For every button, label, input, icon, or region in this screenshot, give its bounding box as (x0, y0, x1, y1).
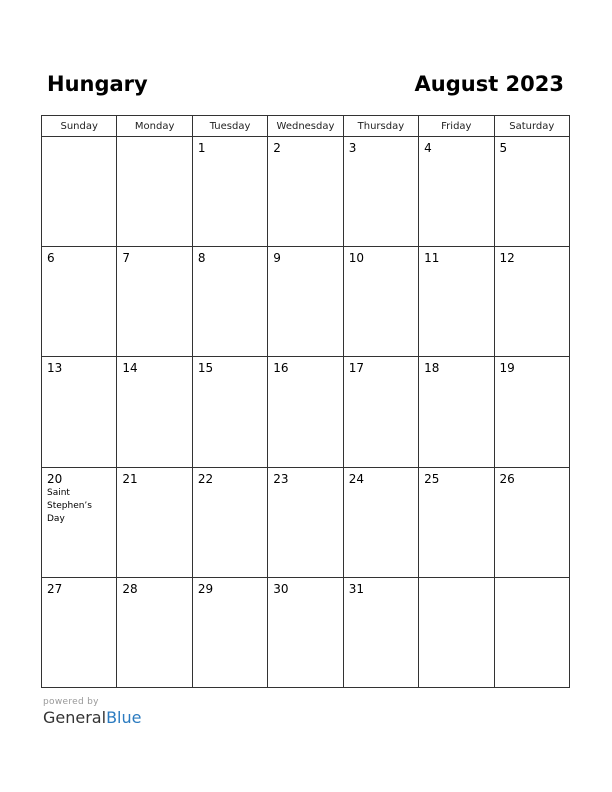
day-cell (343, 357, 418, 467)
day-cell (268, 577, 343, 687)
day-number: 8 (197, 251, 206, 266)
generalblue-logo (43, 708, 141, 728)
week-row (42, 577, 570, 687)
weekday-header-tuesday: Tuesday (192, 116, 267, 137)
weekday-header-wednesday: Wednesday (268, 116, 343, 137)
day-number: 22 (197, 471, 214, 486)
country-title: Hungary (47, 72, 148, 96)
day-cell (268, 467, 343, 577)
day-number: 13 (47, 361, 63, 376)
day-number: 24 (348, 471, 364, 486)
day-number: 15 (197, 361, 214, 376)
day-cell (42, 357, 117, 467)
day-number: 5 (499, 141, 508, 155)
day-number: 21 (122, 471, 138, 486)
day-cell (494, 467, 569, 577)
month-year-title: August 2023 (414, 72, 564, 96)
day-cell (343, 577, 418, 687)
calendar-grid (41, 115, 570, 688)
week-row (42, 137, 570, 247)
day-cell (268, 247, 343, 357)
day-cell (42, 467, 117, 577)
day-cell (192, 357, 267, 467)
day-cell (343, 467, 418, 577)
weekday-header-friday: Friday (419, 116, 494, 137)
day-cell (494, 137, 569, 247)
day-number: 29 (197, 581, 214, 596)
week-row (42, 247, 570, 357)
weekday-header-monday: Monday (117, 116, 192, 137)
weekday-header-sunday: Sunday (42, 116, 117, 137)
day-cell (268, 357, 343, 467)
weekday-header-saturday: Saturday (494, 116, 569, 137)
day-number: 31 (348, 581, 364, 596)
day-number: 26 (499, 471, 515, 486)
day-number: 27 (47, 581, 63, 596)
day-number: 14 (122, 361, 138, 376)
day-number: 25 (424, 471, 440, 486)
day-cell (42, 577, 117, 687)
day-number: 1 (197, 141, 206, 155)
day-cell (117, 577, 192, 687)
powered-by-text: powered by (43, 697, 99, 707)
holiday-label: Saint Stephen’s Day (47, 487, 92, 524)
day-cell (192, 577, 267, 687)
day-cell (117, 467, 192, 577)
day-cell (192, 247, 267, 357)
weekday-header-row (42, 116, 570, 137)
day-number: 28 (122, 581, 138, 596)
day-number: 19 (499, 361, 515, 376)
day-cell (494, 247, 569, 357)
day-cell (42, 137, 117, 247)
day-cell (42, 247, 117, 357)
day-number: 3 (348, 141, 357, 155)
day-cell (419, 467, 494, 577)
day-cell (419, 577, 494, 687)
day-cell (117, 137, 192, 247)
day-cell (419, 357, 494, 467)
day-number: 23 (273, 471, 289, 486)
week-row (42, 467, 570, 577)
day-number: 10 (348, 251, 364, 266)
day-cell (494, 577, 569, 687)
brand-general-text: General (43, 708, 107, 727)
day-number: 11 (424, 251, 440, 266)
day-number: 16 (273, 361, 289, 376)
day-cell (192, 137, 267, 247)
day-number: 17 (348, 361, 364, 376)
day-number: 6 (47, 251, 55, 266)
day-cell (117, 247, 192, 357)
day-cell (494, 357, 569, 467)
week-row (42, 357, 570, 467)
day-cell (343, 137, 418, 247)
day-cell (419, 137, 494, 247)
day-cell (419, 247, 494, 357)
weekday-header-thursday: Thursday (343, 116, 418, 137)
day-number: 30 (273, 581, 289, 596)
day-number: 9 (273, 251, 281, 266)
day-cell (117, 357, 192, 467)
brand-footer (43, 697, 141, 728)
day-number: 20 (47, 471, 63, 486)
brand-blue-text: Blue (106, 708, 142, 727)
day-cell (343, 247, 418, 357)
day-cell (268, 137, 343, 247)
day-number: 18 (424, 361, 440, 376)
day-number: 4 (424, 141, 432, 155)
day-number: 7 (122, 251, 131, 266)
day-number: 2 (273, 141, 281, 155)
day-number: 12 (499, 251, 515, 266)
day-cell (192, 467, 267, 577)
